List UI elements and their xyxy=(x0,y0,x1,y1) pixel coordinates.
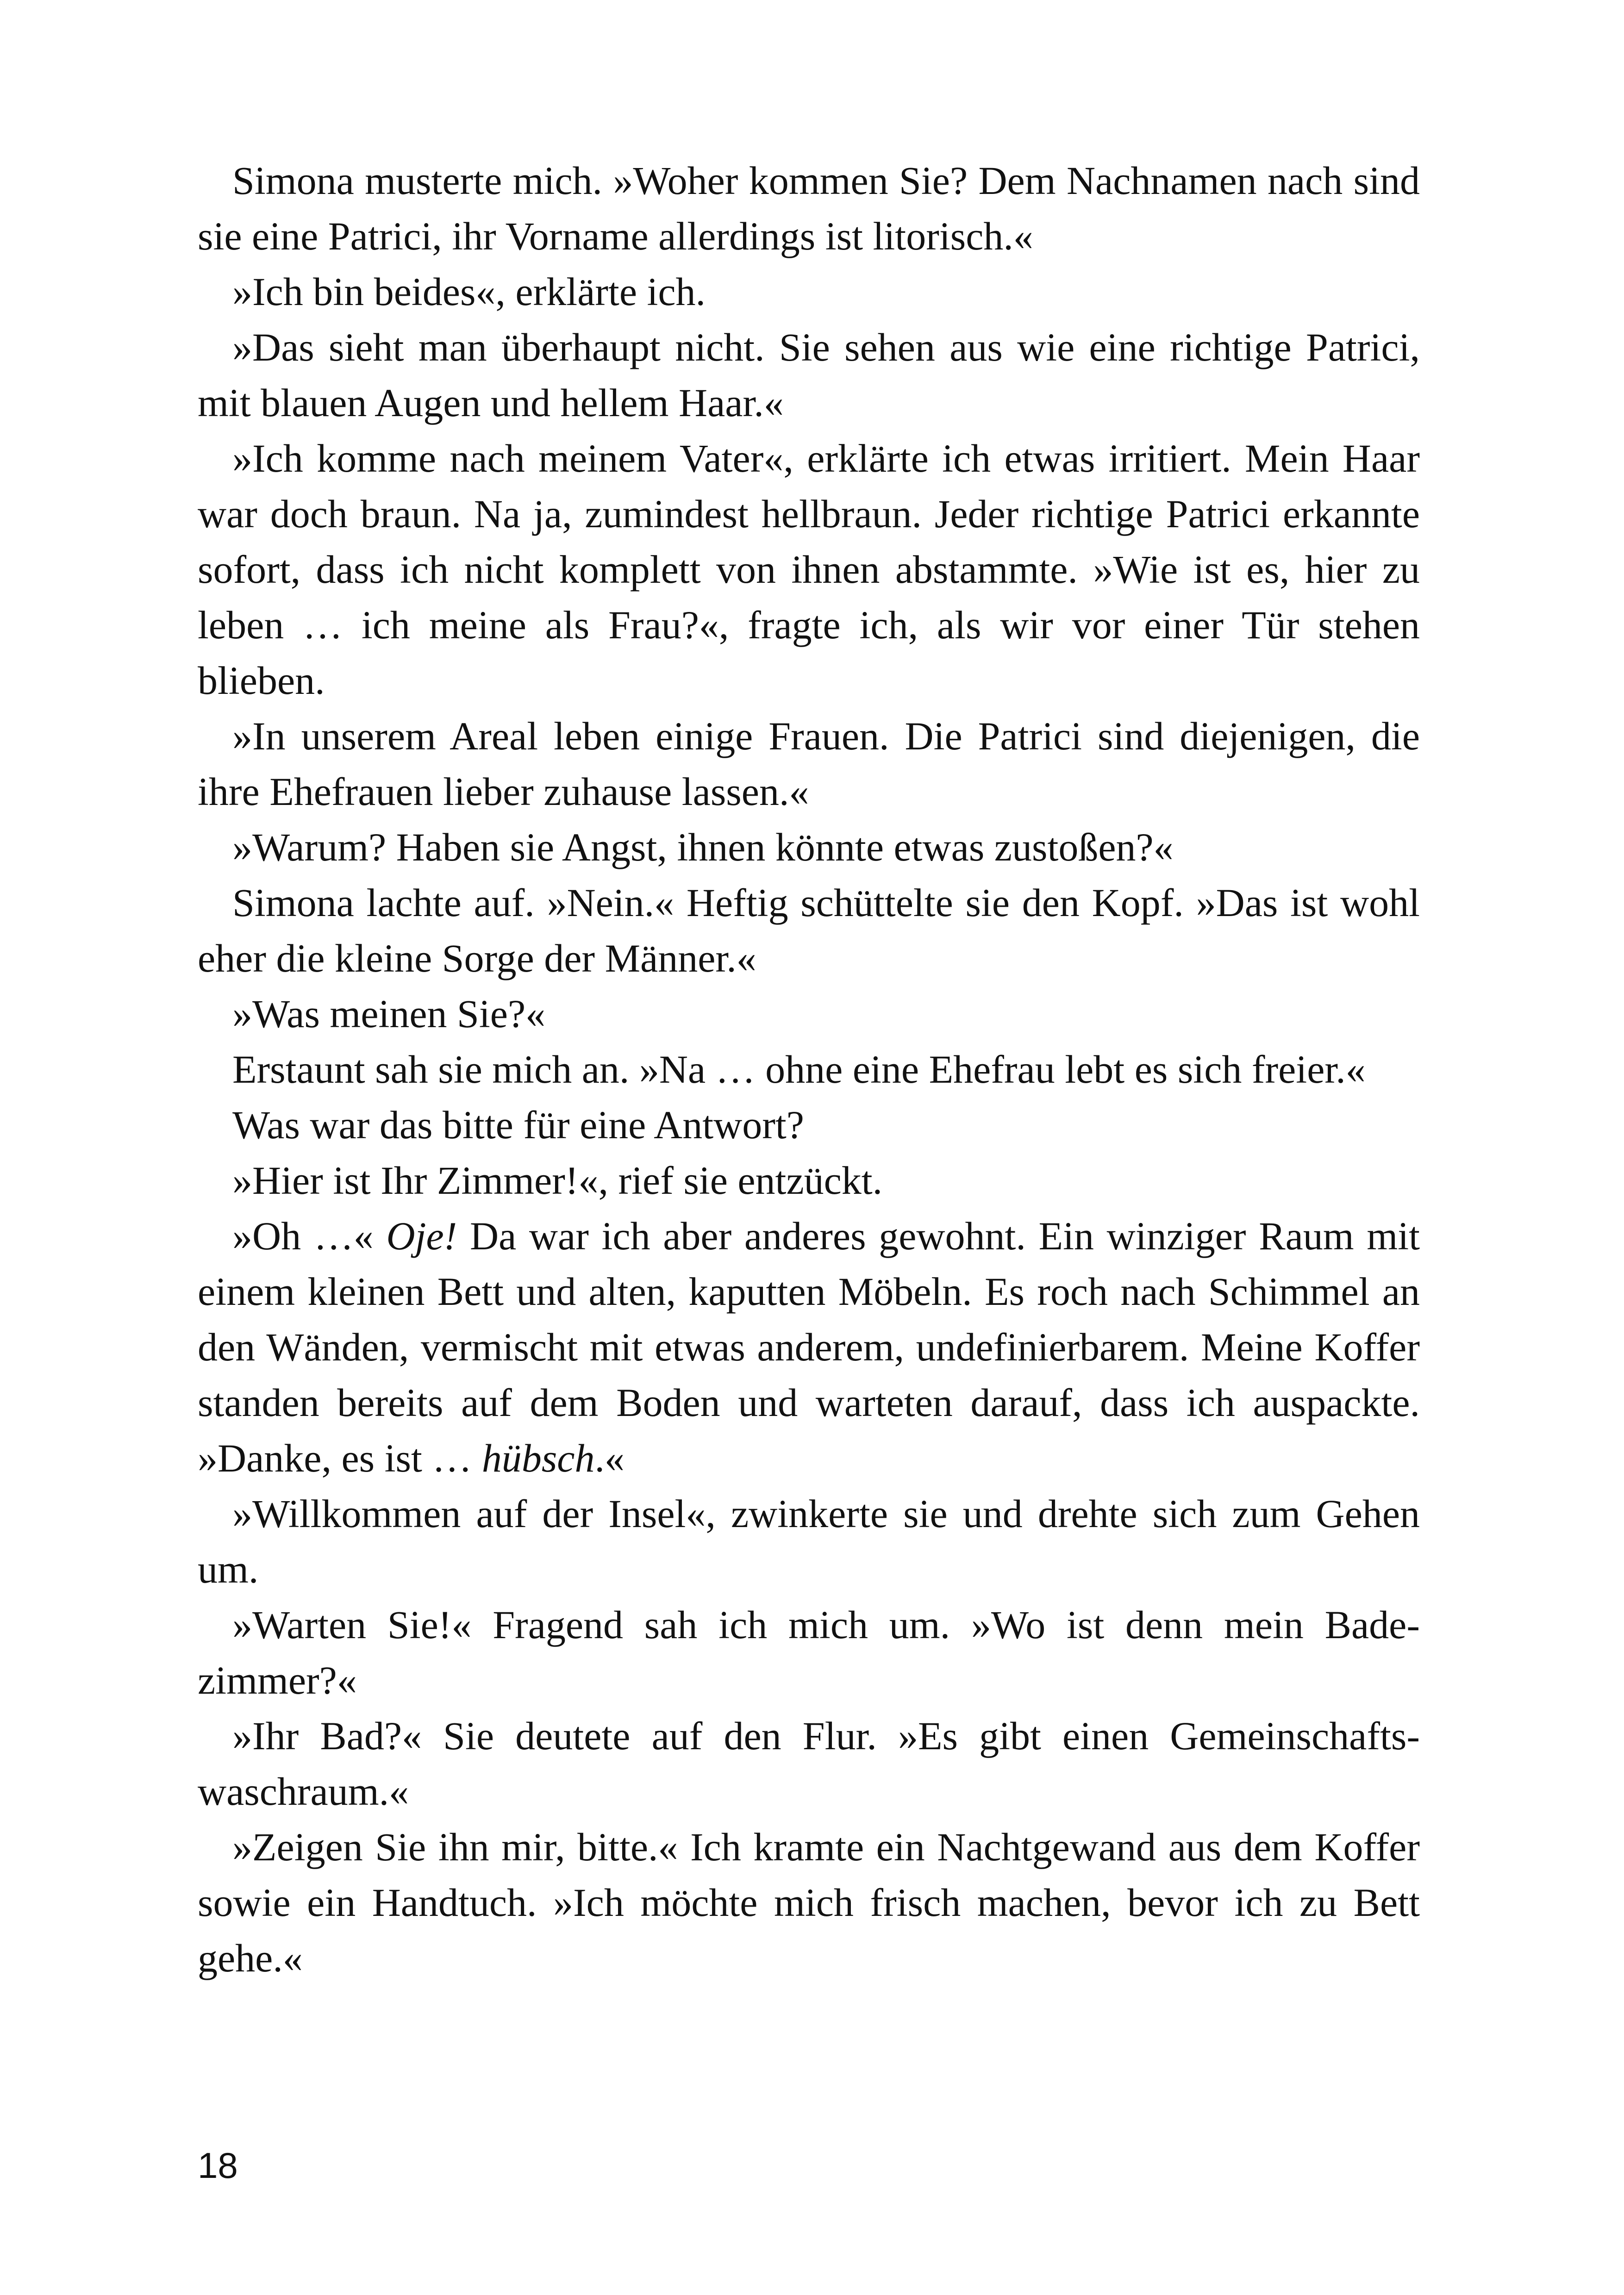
page-number: 18 xyxy=(198,2145,238,2186)
paragraph xyxy=(198,1819,1420,1986)
paragraph-text: Simona lachte auf. »Nein.« Heftig schüttelte sie den Kopf. »Das ist wohl eher die kleine Sorge der Männer.« xyxy=(198,880,1420,980)
paragraph xyxy=(198,1097,1420,1153)
paragraph-text: Was war das bitte für eine Antwort? xyxy=(232,1103,804,1147)
paragraph xyxy=(198,1153,1420,1208)
paragraph-text: »Das sieht man überhaupt nicht. Sie sehen aus wie eine richtige Patrici, mit blauen Augen und hellem Haar.« xyxy=(198,325,1420,425)
paragraph xyxy=(198,430,1420,708)
paragraph xyxy=(198,264,1420,319)
paragraph-text: »Ich komme nach meinem Vater«, erklärte ich etwas irritiert. Mein Haar war doch braun. Na ja, zumindest hellbraun. Jeder richtige Patrici erkannte sofort, dass ich nicht komplett von ihnen abstammte. »Wie ist es, hier zu leben … ich meine als Frau?«, fragte ich, als wir vor einer Tür stehen blieben. xyxy=(198,436,1420,703)
paragraph xyxy=(198,1208,1420,1486)
paragraph xyxy=(198,153,1420,264)
paragraph xyxy=(198,319,1420,430)
paragraph-text: »Hier ist Ihr Zimmer!«, rief sie entzückt. xyxy=(232,1158,883,1203)
paragraph-text: »Warum? Haben sie Angst, ihnen könnte etwas zustoßen?« xyxy=(232,825,1174,869)
italic-text: Oje! xyxy=(386,1214,457,1258)
paragraph-text: »Ich bin beides«, erklärte ich. xyxy=(232,269,706,314)
paragraph-text: Erstaunt sah sie mich an. »Na … ohne eine Ehefrau lebt es sich freier.« xyxy=(232,1047,1366,1091)
paragraph-text: »Oh …« xyxy=(232,1214,387,1258)
paragraph xyxy=(198,819,1420,875)
paragraph xyxy=(198,986,1420,1041)
body-text xyxy=(198,153,1420,1986)
paragraph-text: »Ihr Bad?« Sie deutete auf den Flur. »Es gibt einen Gemeinschaftswaschraum.« xyxy=(198,1714,1420,1814)
paragraph xyxy=(198,1041,1420,1097)
paragraph-text: .« xyxy=(594,1436,625,1480)
paragraph xyxy=(198,708,1420,819)
italic-text: hübsch xyxy=(481,1436,595,1480)
paragraph xyxy=(198,1597,1420,1708)
paragraph xyxy=(198,1486,1420,1597)
paragraph-text: »Willkommen auf der Insel«, zwinkerte sie und drehte sich zum Gehen um. xyxy=(198,1491,1420,1591)
paragraph-text: Simona musterte mich. »Woher kommen Sie? Dem Nachnamen nach sind sie eine Patrici, ihr Vorname allerdings ist litorisch.« xyxy=(198,158,1420,258)
paragraph-text: »Warten Sie!« Fragend sah ich mich um. »Wo ist denn mein Badezimmer?« xyxy=(198,1603,1420,1703)
paragraph-text: »Was meinen Sie?« xyxy=(232,992,546,1036)
paragraph-text: »In unserem Areal leben einige Frauen. Die Patrici sind diejenigen, die ihre Ehefrauen lieber zuhause lassen.« xyxy=(198,714,1420,814)
paragraph-text: »Zeigen Sie ihn mir, bitte.« Ich kramte ein Nachtgewand aus dem Koffer sowie ein Handtuch. »Ich möchte mich frisch machen, bevor ich zu Bett gehe.« xyxy=(198,1825,1420,1980)
paragraph-text: Da war ich aber anderes gewohnt. Ein winziger Raum mit einem kleinen Bett und alten, kaputten Möbeln. Es roch nach Schimmel an den Wänden, vermischt mit etwas anderem, undefinierbarem. Meine Koffer standen bereits auf dem Boden und warteten darauf, dass ich auspackte. »Danke, es ist … xyxy=(198,1214,1420,1480)
paragraph xyxy=(198,875,1420,986)
paragraph xyxy=(198,1708,1420,1819)
